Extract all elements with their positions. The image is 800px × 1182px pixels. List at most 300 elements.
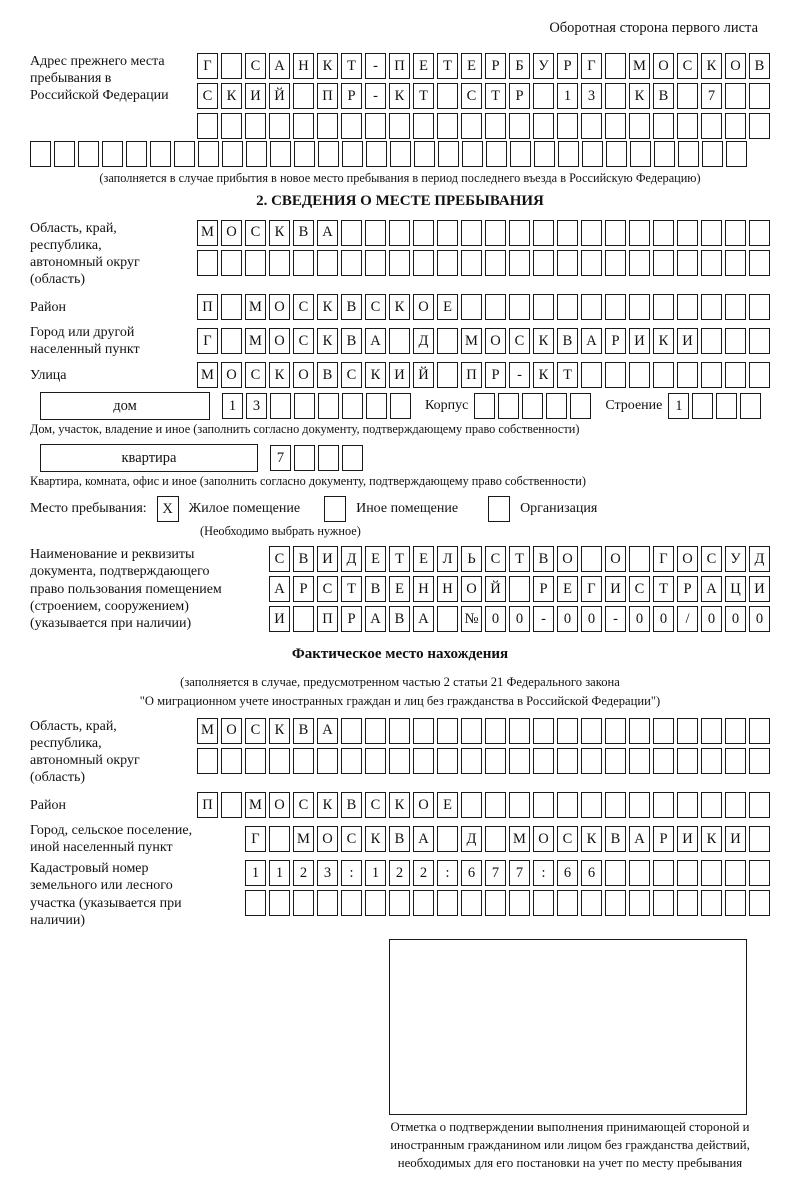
char-box[interactable]: 2 [389,860,410,886]
char-box[interactable]: Р [605,328,626,354]
char-box[interactable]: О [653,53,674,79]
char-box[interactable] [461,250,482,276]
char-box[interactable] [725,860,746,886]
char-box[interactable] [341,718,362,744]
char-box[interactable]: А [629,826,650,852]
char-box[interactable] [653,362,674,388]
char-box[interactable] [581,890,602,916]
char-box[interactable]: Р [509,83,530,109]
char-box[interactable]: О [221,362,242,388]
char-box[interactable] [437,83,458,109]
char-box[interactable]: Б [509,53,530,79]
char-box[interactable] [269,748,290,774]
char-box[interactable]: П [461,362,482,388]
char-box[interactable] [629,718,650,744]
char-box[interactable]: Г [581,576,602,602]
char-box[interactable]: О [269,294,290,320]
char-box[interactable]: У [725,546,746,572]
char-box[interactable] [317,748,338,774]
char-box[interactable] [474,393,495,419]
char-box[interactable]: С [245,362,266,388]
char-box[interactable] [653,220,674,246]
char-box[interactable] [677,113,698,139]
char-box[interactable] [245,748,266,774]
char-box[interactable]: Е [557,576,578,602]
char-box[interactable]: А [317,220,338,246]
char-box[interactable] [653,294,674,320]
char-box[interactable]: : [341,860,362,886]
char-box[interactable] [629,220,650,246]
char-box[interactable]: М [509,826,530,852]
char-box[interactable] [270,393,291,419]
char-box[interactable]: Е [413,546,434,572]
char-box[interactable] [678,141,699,167]
char-box[interactable]: К [701,53,722,79]
char-box[interactable] [341,250,362,276]
char-box[interactable] [605,890,626,916]
char-box[interactable] [557,890,578,916]
char-box[interactable]: Р [677,576,698,602]
char-box[interactable] [366,141,387,167]
char-box[interactable]: И [629,328,650,354]
char-box[interactable]: К [221,83,242,109]
char-box[interactable] [509,576,530,602]
char-box[interactable] [318,141,339,167]
char-box[interactable]: Г [653,546,674,572]
char-box[interactable]: № [461,606,482,632]
char-box[interactable]: В [341,328,362,354]
char-box[interactable]: В [293,220,314,246]
char-box[interactable]: Й [413,362,434,388]
char-box[interactable] [581,362,602,388]
char-box[interactable]: 0 [509,606,530,632]
char-box[interactable] [726,141,747,167]
char-box[interactable] [437,890,458,916]
house-type-box[interactable]: дом [40,392,210,420]
char-box[interactable] [317,113,338,139]
char-box[interactable]: С [293,328,314,354]
char-box[interactable] [317,250,338,276]
char-box[interactable]: Г [581,53,602,79]
char-box[interactable] [293,748,314,774]
char-box[interactable]: С [245,220,266,246]
char-box[interactable] [749,113,770,139]
char-box[interactable]: А [581,328,602,354]
char-box[interactable] [605,860,626,886]
char-box[interactable] [653,792,674,818]
char-box[interactable]: А [701,576,722,602]
char-box[interactable] [486,141,507,167]
char-box[interactable]: К [317,53,338,79]
char-box[interactable]: В [605,826,626,852]
char-box[interactable] [485,250,506,276]
char-box[interactable]: Г [197,53,218,79]
char-box[interactable]: Л [437,546,458,572]
char-box[interactable] [749,294,770,320]
char-box[interactable] [677,860,698,886]
char-box[interactable] [605,718,626,744]
char-box[interactable]: Т [557,362,578,388]
char-box[interactable] [54,141,75,167]
char-box[interactable]: И [677,826,698,852]
char-box[interactable] [725,83,746,109]
char-box[interactable]: 3 [317,860,338,886]
char-box[interactable]: К [653,328,674,354]
char-box[interactable] [246,141,267,167]
char-box[interactable] [269,890,290,916]
char-box[interactable]: Й [485,576,506,602]
char-box[interactable] [629,294,650,320]
char-box[interactable] [629,250,650,276]
char-box[interactable]: 3 [246,393,267,419]
char-box[interactable]: К [269,718,290,744]
char-box[interactable]: 1 [668,393,689,419]
char-box[interactable] [725,113,746,139]
char-box[interactable] [533,890,554,916]
char-box[interactable]: - [509,362,530,388]
char-box[interactable] [581,113,602,139]
char-box[interactable] [461,748,482,774]
char-box[interactable] [557,294,578,320]
char-box[interactable]: О [317,826,338,852]
char-box[interactable] [461,890,482,916]
char-box[interactable] [389,328,410,354]
char-box[interactable]: Д [749,546,770,572]
char-box[interactable] [629,890,650,916]
char-box[interactable]: В [365,576,386,602]
char-box[interactable]: И [725,826,746,852]
char-box[interactable]: И [317,546,338,572]
checkbox-organization[interactable] [488,496,510,522]
char-box[interactable]: 1 [222,393,243,419]
char-box[interactable]: В [389,606,410,632]
char-box[interactable] [716,393,737,419]
char-box[interactable] [509,890,530,916]
char-box[interactable] [413,250,434,276]
char-box[interactable] [437,220,458,246]
char-box[interactable] [653,890,674,916]
char-box[interactable]: О [269,792,290,818]
char-box[interactable]: С [629,576,650,602]
char-box[interactable] [509,113,530,139]
char-box[interactable]: 1 [557,83,578,109]
char-box[interactable] [342,393,363,419]
char-box[interactable]: М [245,294,266,320]
char-box[interactable]: Й [269,83,290,109]
char-box[interactable]: 0 [557,606,578,632]
char-box[interactable]: М [245,328,266,354]
char-box[interactable]: К [389,792,410,818]
char-box[interactable] [629,362,650,388]
char-box[interactable]: В [389,826,410,852]
char-box[interactable] [557,718,578,744]
char-box[interactable] [701,113,722,139]
char-box[interactable] [341,890,362,916]
char-box[interactable]: М [629,53,650,79]
char-box[interactable] [749,718,770,744]
char-box[interactable] [498,393,519,419]
char-box[interactable] [749,890,770,916]
char-box[interactable] [245,890,266,916]
char-box[interactable]: В [341,792,362,818]
char-box[interactable]: 7 [270,445,291,471]
char-box[interactable] [677,83,698,109]
char-box[interactable]: О [413,294,434,320]
char-box[interactable] [570,393,591,419]
char-box[interactable] [581,792,602,818]
char-box[interactable]: В [557,328,578,354]
char-box[interactable]: И [389,362,410,388]
char-box[interactable]: К [269,362,290,388]
char-box[interactable]: О [413,792,434,818]
char-box[interactable]: Е [461,53,482,79]
char-box[interactable]: 6 [557,860,578,886]
char-box[interactable]: С [317,576,338,602]
char-box[interactable] [677,792,698,818]
char-box[interactable]: Д [341,546,362,572]
char-box[interactable]: Т [341,576,362,602]
char-box[interactable] [269,113,290,139]
char-box[interactable] [677,748,698,774]
char-box[interactable] [749,860,770,886]
char-box[interactable] [725,748,746,774]
char-box[interactable] [509,294,530,320]
char-box[interactable] [749,748,770,774]
char-box[interactable]: 0 [701,606,722,632]
char-box[interactable]: 0 [653,606,674,632]
char-box[interactable]: Т [437,53,458,79]
char-box[interactable] [606,141,627,167]
char-box[interactable] [629,792,650,818]
char-box[interactable]: - [533,606,554,632]
char-box[interactable]: С [509,328,530,354]
char-box[interactable] [533,113,554,139]
char-box[interactable] [197,748,218,774]
char-box[interactable]: О [485,328,506,354]
char-box[interactable]: Т [653,576,674,602]
char-box[interactable] [701,362,722,388]
char-box[interactable]: Е [437,792,458,818]
char-box[interactable] [245,113,266,139]
char-box[interactable]: И [245,83,266,109]
char-box[interactable]: 0 [725,606,746,632]
char-box[interactable] [437,113,458,139]
char-box[interactable] [725,294,746,320]
char-box[interactable]: С [245,53,266,79]
char-box[interactable] [629,546,650,572]
char-box[interactable] [653,250,674,276]
char-box[interactable] [78,141,99,167]
char-box[interactable]: 6 [581,860,602,886]
char-box[interactable]: 1 [269,860,290,886]
char-box[interactable]: М [197,718,218,744]
char-box[interactable] [605,113,626,139]
char-box[interactable]: М [197,362,218,388]
char-box[interactable]: А [365,606,386,632]
char-box[interactable]: В [653,83,674,109]
char-box[interactable] [414,141,435,167]
char-box[interactable]: П [317,83,338,109]
char-box[interactable]: Р [557,53,578,79]
char-box[interactable]: О [725,53,746,79]
char-box[interactable]: 0 [629,606,650,632]
char-box[interactable] [702,141,723,167]
char-box[interactable]: О [677,546,698,572]
char-box[interactable] [725,362,746,388]
char-box[interactable]: С [269,546,290,572]
char-box[interactable]: О [533,826,554,852]
char-box[interactable]: А [317,718,338,744]
char-box[interactable]: К [317,328,338,354]
char-box[interactable] [293,890,314,916]
char-box[interactable] [461,792,482,818]
char-box[interactable] [485,748,506,774]
char-box[interactable]: К [389,294,410,320]
char-box[interactable] [605,83,626,109]
char-box[interactable] [197,250,218,276]
char-box[interactable] [437,606,458,632]
char-box[interactable] [485,718,506,744]
char-box[interactable] [390,141,411,167]
char-box[interactable] [365,250,386,276]
char-box[interactable]: Е [437,294,458,320]
char-box[interactable]: У [533,53,554,79]
char-box[interactable] [509,250,530,276]
char-box[interactable] [725,250,746,276]
char-box[interactable] [293,250,314,276]
char-box[interactable] [389,890,410,916]
char-box[interactable]: Р [485,53,506,79]
char-box[interactable] [461,113,482,139]
char-box[interactable] [413,748,434,774]
char-box[interactable] [341,748,362,774]
char-box[interactable]: И [749,576,770,602]
char-box[interactable] [749,83,770,109]
char-box[interactable] [533,220,554,246]
char-box[interactable] [437,250,458,276]
char-box[interactable]: С [365,792,386,818]
char-box[interactable] [102,141,123,167]
char-box[interactable] [293,113,314,139]
char-box[interactable]: К [365,362,386,388]
char-box[interactable] [677,294,698,320]
char-box[interactable]: П [197,792,218,818]
char-box[interactable]: В [341,294,362,320]
char-box[interactable]: 0 [749,606,770,632]
char-box[interactable] [654,141,675,167]
char-box[interactable] [438,141,459,167]
char-box[interactable] [701,328,722,354]
char-box[interactable]: Е [413,53,434,79]
char-box[interactable] [342,445,363,471]
char-box[interactable] [485,113,506,139]
char-box[interactable] [461,294,482,320]
char-box[interactable] [701,294,722,320]
char-box[interactable]: А [413,826,434,852]
char-box[interactable] [390,393,411,419]
char-box[interactable]: О [221,220,242,246]
char-box[interactable] [605,362,626,388]
char-box[interactable] [221,328,242,354]
char-box[interactable]: К [533,328,554,354]
char-box[interactable]: В [749,53,770,79]
char-box[interactable] [629,860,650,886]
char-box[interactable]: - [605,606,626,632]
char-box[interactable] [701,860,722,886]
char-box[interactable]: М [197,220,218,246]
char-box[interactable]: С [245,718,266,744]
char-box[interactable]: 1 [245,860,266,886]
char-box[interactable] [293,83,314,109]
char-box[interactable] [677,250,698,276]
char-box[interactable] [221,113,242,139]
char-box[interactable]: 1 [365,860,386,886]
char-box[interactable]: С [701,546,722,572]
char-box[interactable]: Р [653,826,674,852]
char-box[interactable]: Т [413,83,434,109]
char-box[interactable]: С [197,83,218,109]
char-box[interactable]: В [293,718,314,744]
char-box[interactable] [198,141,219,167]
char-box[interactable] [581,294,602,320]
char-box[interactable]: С [341,826,362,852]
char-box[interactable]: С [485,546,506,572]
char-box[interactable] [269,826,290,852]
char-box[interactable]: 6 [461,860,482,886]
char-box[interactable]: Т [389,546,410,572]
char-box[interactable]: - [365,53,386,79]
char-box[interactable] [389,718,410,744]
char-box[interactable] [221,250,242,276]
char-box[interactable] [605,53,626,79]
char-box[interactable]: В [533,546,554,572]
char-box[interactable] [557,250,578,276]
char-box[interactable]: Г [245,826,266,852]
char-box[interactable]: В [317,362,338,388]
char-box[interactable] [653,748,674,774]
char-box[interactable] [294,141,315,167]
char-box[interactable]: Р [341,606,362,632]
char-box[interactable] [522,393,543,419]
char-box[interactable] [558,141,579,167]
char-box[interactable] [630,141,651,167]
char-box[interactable] [533,718,554,744]
char-box[interactable] [605,792,626,818]
char-box[interactable] [701,792,722,818]
char-box[interactable] [318,393,339,419]
char-box[interactable] [581,718,602,744]
char-box[interactable] [725,792,746,818]
char-box[interactable] [653,860,674,886]
char-box[interactable]: С [293,792,314,818]
char-box[interactable]: Е [389,576,410,602]
char-box[interactable] [677,362,698,388]
char-box[interactable] [318,445,339,471]
char-box[interactable]: Н [293,53,314,79]
char-box[interactable] [341,220,362,246]
char-box[interactable]: К [365,826,386,852]
char-box[interactable] [389,748,410,774]
char-box[interactable]: Т [341,53,362,79]
char-box[interactable]: : [533,860,554,886]
char-box[interactable] [653,718,674,744]
char-box[interactable] [725,220,746,246]
char-box[interactable] [605,294,626,320]
char-box[interactable] [749,328,770,354]
char-box[interactable]: О [461,576,482,602]
char-box[interactable]: : [437,860,458,886]
char-box[interactable]: К [389,83,410,109]
